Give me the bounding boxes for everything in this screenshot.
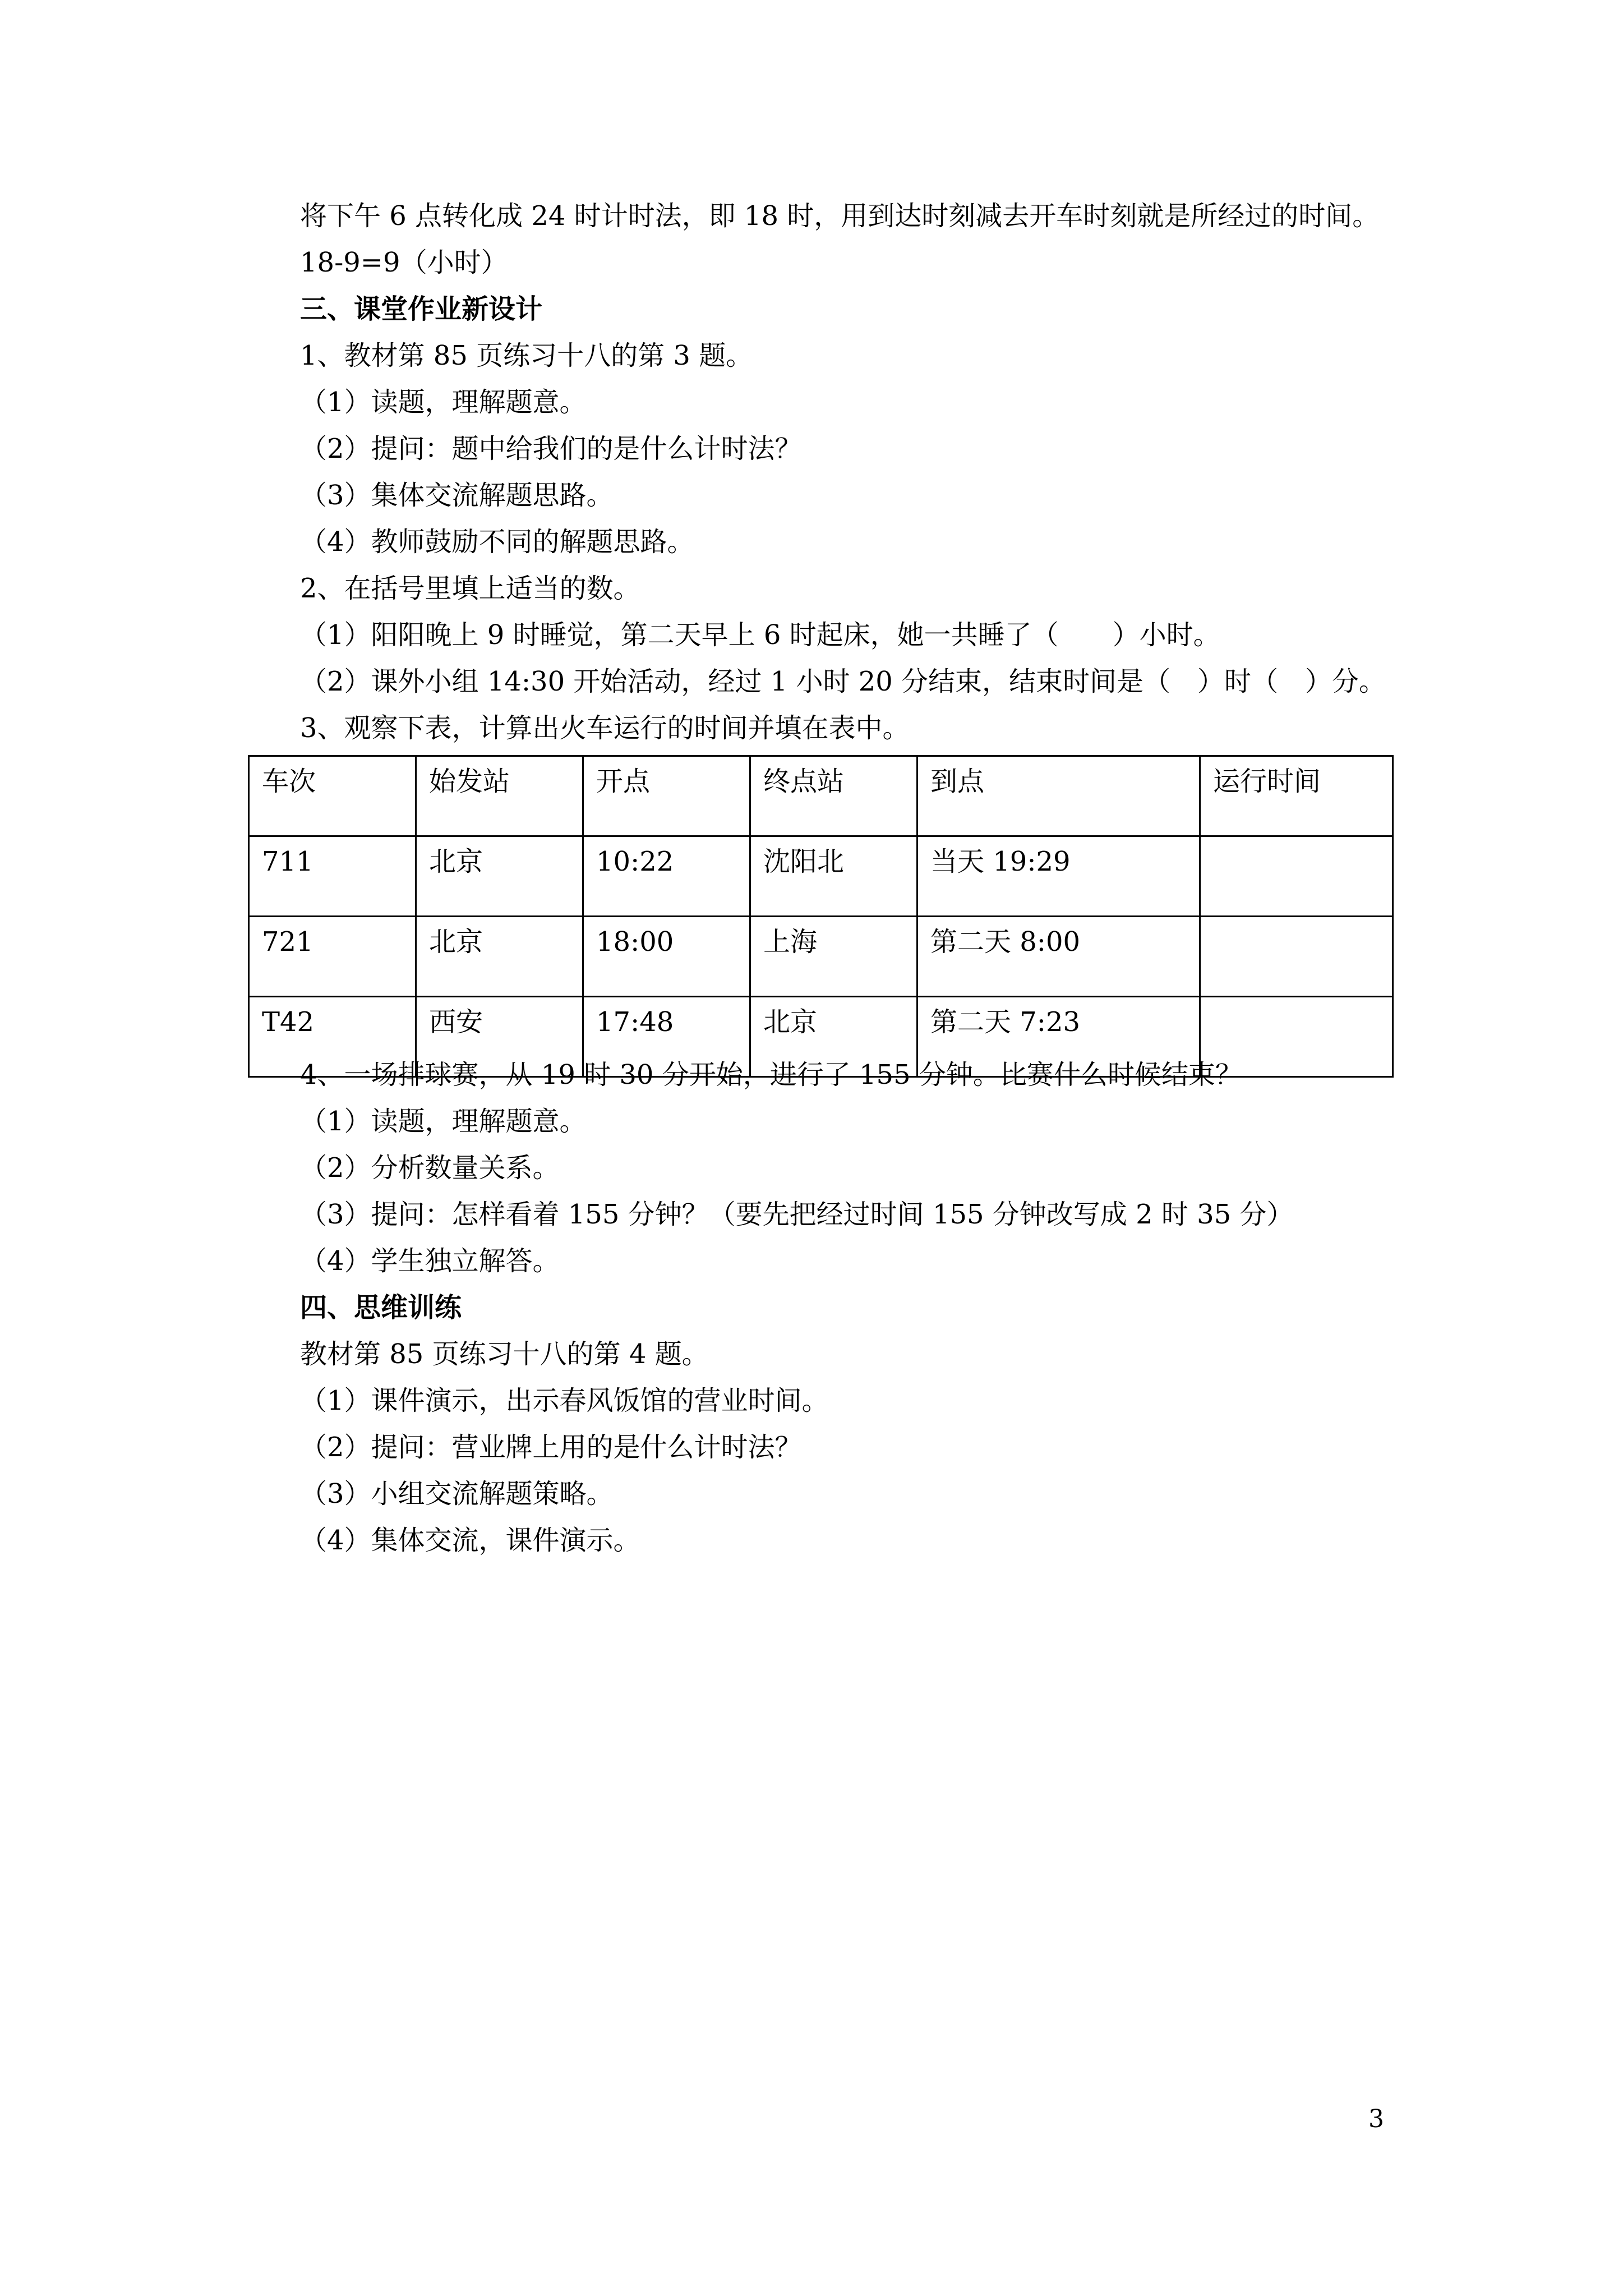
q4-title: 4、一场排球赛，从 19 时 30 分开始，进行了 155 分钟。比赛什么时候结束？ xyxy=(300,1059,1242,1091)
q2-title: 2、在括号里填上适当的数。 xyxy=(300,573,640,604)
table-row xyxy=(249,917,1393,997)
q4-step-1: （1）读题，理解题意。 xyxy=(300,1106,587,1137)
q4-step-2: （2）分析数量关系。 xyxy=(300,1152,560,1184)
table-cell: 711 xyxy=(249,836,416,917)
q2-item-1: （1）阳阳晚上 9 时睡觉，第二天早上 6 时起床，她一共睡了（ ）小时。 xyxy=(300,619,1220,651)
q4-step-4: （4）学生独立解答。 xyxy=(300,1245,560,1277)
table-header-cell: 始发站 xyxy=(416,756,583,836)
s4-step-2: （2）提问：营业牌上用的是什么计时法？ xyxy=(300,1432,802,1463)
table-cell: 北京 xyxy=(416,836,583,917)
table-header-cell: 终点站 xyxy=(750,756,917,836)
page-number: 3 xyxy=(1368,2105,1384,2133)
table-cell: 10:22 xyxy=(583,836,750,917)
table-cell: 西安 xyxy=(416,997,583,1077)
intro-line-2: 18-9=9（小时） xyxy=(300,247,508,278)
section-4-heading: 四、思维训练 xyxy=(300,1292,462,1323)
table-cell: 北京 xyxy=(416,917,583,997)
table-cell-blank xyxy=(1200,917,1393,997)
section-3-heading: 三、课堂作业新设计 xyxy=(300,293,543,325)
table-header-cell: 到点 xyxy=(917,756,1200,836)
table-header-cell: 开点 xyxy=(583,756,750,836)
s4-step-4: （4）集体交流，课件演示。 xyxy=(300,1525,640,1556)
table-cell: 北京 xyxy=(750,997,917,1077)
table-cell: T42 xyxy=(249,997,416,1077)
table-cell-blank xyxy=(1200,836,1393,917)
table-header-cell: 车次 xyxy=(249,756,416,836)
table-cell: 18:00 xyxy=(583,917,750,997)
table-row xyxy=(249,836,1393,917)
q1-step-2: （2）提问：题中给我们的是什么计时法？ xyxy=(300,433,802,464)
table-cell: 第二天 7:23 xyxy=(917,997,1200,1077)
q1-step-3: （3）集体交流解题思路。 xyxy=(300,480,614,511)
s4-step-3: （3）小组交流解题策略。 xyxy=(300,1478,614,1510)
table-cell: 17:48 xyxy=(583,997,750,1077)
q2-item-2: （2）课外小组 14:30 开始活动，经过 1 小时 20 分结束，结束时间是（ ）时（ ）分。 xyxy=(300,666,1386,697)
train-schedule-table xyxy=(248,755,1394,1078)
q1-title: 1、教材第 85 页练习十八的第 3 题。 xyxy=(300,340,753,371)
s4-step-1: （1）课件演示，出示春风饭馆的营业时间。 xyxy=(300,1385,829,1416)
table-cell: 沈阳北 xyxy=(750,836,917,917)
intro-line-1: 将下午 6 点转化成 24 时计时法，即 18 时，用到达时刻减去开车时刻就是所经过的时间。 xyxy=(300,200,1380,232)
table-cell: 上海 xyxy=(750,917,917,997)
table-cell: 721 xyxy=(249,917,416,997)
table-cell: 当天 19:29 xyxy=(917,836,1200,917)
q1-step-4: （4）教师鼓励不同的解题思路。 xyxy=(300,526,694,558)
section-4-intro: 教材第 85 页练习十八的第 4 题。 xyxy=(300,1338,709,1370)
q4-step-3: （3）提问：怎样看着 155 分钟？（要先把经过时间 155 分钟改写成 2 时 35 分） xyxy=(300,1199,1294,1230)
table-header-row xyxy=(249,756,1393,836)
table-header-cell: 运行时间 xyxy=(1200,756,1393,836)
q3-title: 3、观察下表，计算出火车运行的时间并填在表中。 xyxy=(300,712,910,744)
table-cell: 第二天 8:00 xyxy=(917,917,1200,997)
q1-step-1: （1）读题，理解题意。 xyxy=(300,386,587,418)
